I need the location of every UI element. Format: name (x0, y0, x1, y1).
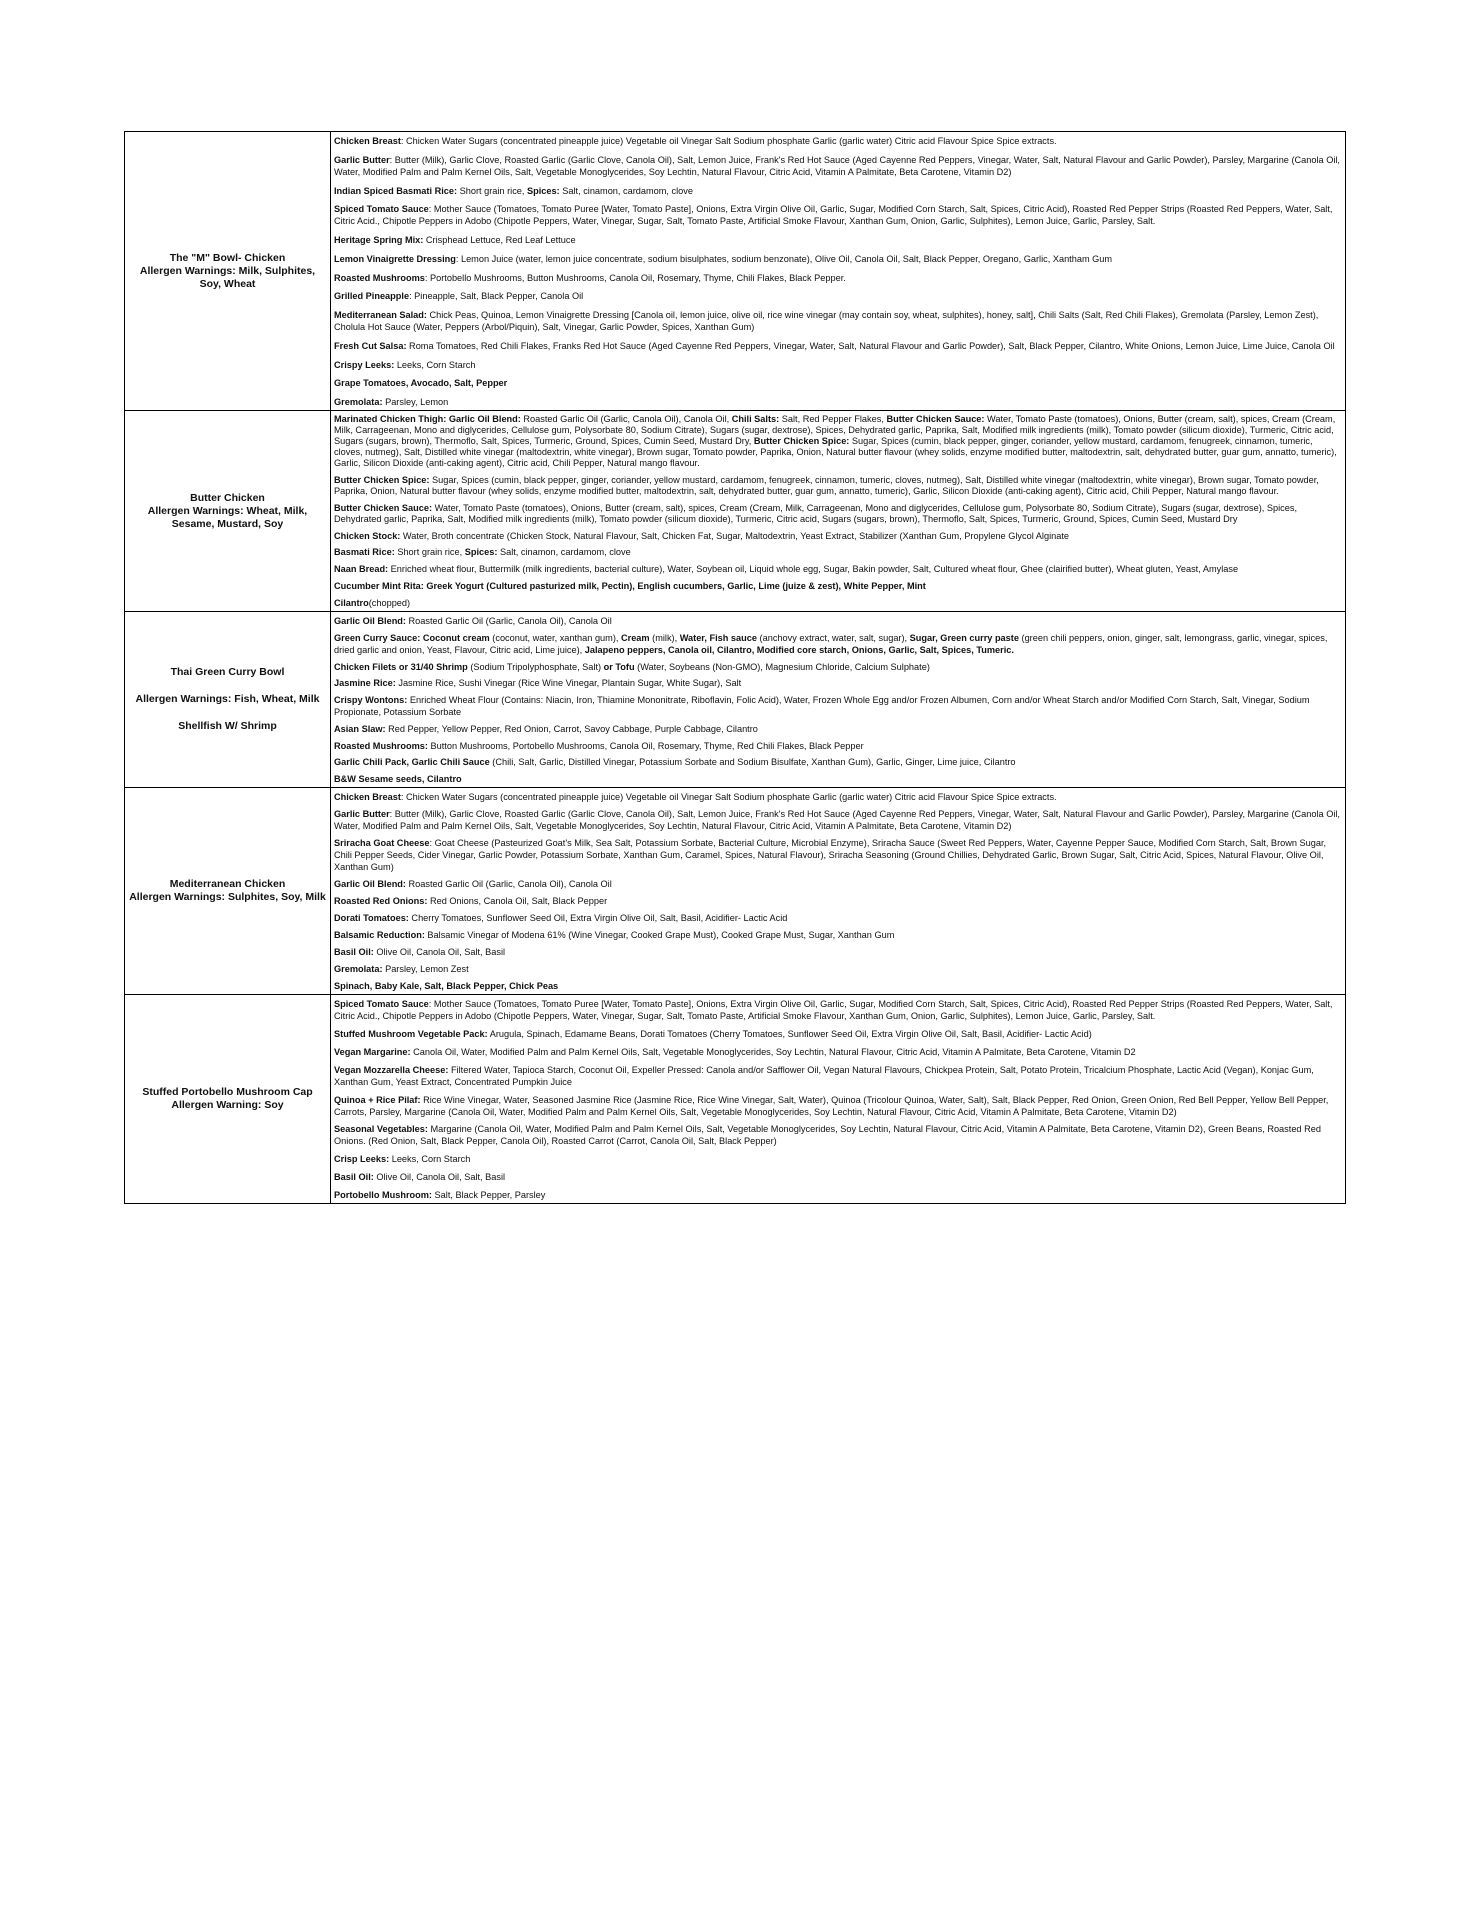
ingredient-label: Chicken Filets or 31/40 Shrimp (334, 661, 468, 672)
ingredient-label: Garlic Oil Blend: (334, 616, 406, 626)
ingredient-label: Vegan Mozzarella Cheese: (334, 1064, 449, 1075)
menu-item-name-cell (125, 132, 331, 410)
ingredients-cell (331, 132, 1345, 410)
ingredient-text: : Chicken Water Sugars (concentrated pineapple juice) Vegetable oil Vinegar Salt Sodium phosphate Garlic (garlic water) Citric acid Flavour Spice Spice extracts. (400, 792, 1057, 802)
menu-item-title: Thai Green Curry Bowl (170, 666, 285, 678)
ingredient-line (334, 808, 1342, 832)
ingredient-line (334, 878, 1342, 890)
ingredient-line (334, 912, 1342, 924)
ingredient-label: Jalapeno peppers, Canola oil, Cilantro, Modified core starch, Onions, Garlic, Salt, Spices, Tumeric. (584, 644, 1014, 655)
ingredient-line (334, 1123, 1342, 1147)
ingredient-line (334, 414, 1342, 469)
ingredient-line (334, 203, 1342, 227)
ingredient-text: : Mother Sauce (Tomatoes, Tomato Puree [Water, Tomato Paste], Onions, Extra Virgin Olive Oil, Garlic, Sugar, Modified Corn Starch, Salt, Spices, Citric Acid), Roasted Red Pepper Strips (Roasted Red Peppers, Water, Salt, Citric Acid., Chipotle Peppers in Adobo (Chipotle Peppers, Water, Vinegar, Sugar, Salt, Tomato Paste, Artificial Smoke Flavour, Xanthan Gum, Onion, Garlic, Sulphites), Lemon Juice, Garlic, Parsley, Salt. (334, 999, 1333, 1021)
ingredient-label: Basil Oil: (334, 1172, 374, 1183)
ingredient-text: (anchovy extract, water, salt, sugar), (756, 632, 910, 643)
ingredient-line (334, 632, 1342, 656)
ingredient-label: Garlic Butter (334, 809, 390, 819)
ingredient-line (334, 1189, 1342, 1201)
ingredient-label: Chicken Breast (334, 792, 401, 802)
ingredients-cell (331, 612, 1345, 787)
menu-item-row (125, 994, 1345, 1203)
ingredient-label: Crisp Leeks: (334, 1154, 390, 1165)
ingredient-text: : Mother Sauce (Tomatoes, Tomato Puree [Water, Tomato Paste], Onions, Extra Virgin Olive Oil, Garlic, Sugar, Modified Corn Starch, Salt, Spices, Citric Acid), Roasted Red Pepper Strips (Roasted Red Peppers, Water, Salt, Citric Acid., Chipotle Peppers in Adobo (Chipotle Peppers, Water, Vinegar, Sugar, Salt, Tomato Paste, Artificial Smoke Flavour, Xanthan Gum, Onion, Garlic, Sulphites), Lemon Juice, Garlic, Parsley, Salt. (334, 204, 1333, 227)
ingredient-line (334, 396, 1342, 408)
ingredient-label: Butter Chicken Spice: (753, 436, 850, 446)
ingredient-line (334, 677, 1342, 689)
ingredient-label: Vegan Margarine: (334, 1046, 411, 1057)
allergen-warning: Allergen Warnings: Wheat, Milk, Sesame, Mustard, Soy (147, 504, 308, 530)
ingredients-cell (331, 788, 1345, 994)
ingredient-label: Butter Chicken Spice: (334, 474, 430, 485)
ingredient-text: : Lemon Juice (water, lemon juice concentrate, sodium bisulphates, sodium benzonate), Olive Oil, Canola Oil, Salt, Black Pepper, Oregano, Garlic, Xantham Gum (455, 253, 1113, 264)
menu-item-title: Stuffed Portobello Mushroom Cap (142, 1086, 313, 1098)
ingredient-line (334, 1064, 1342, 1088)
ingredient-text: Rice Wine Vinegar, Water, Seasoned Jasmine Rice (Jasmine Rice, Rice Wine Vinegar, Salt, Water), Quinoa (Tricolour Quinoa, Water, Salt), Salt, Black Pepper, Red Onion, Green Onion, Red Bell Pepper, Yellow Bell Pepper, Carrots, Parsley, Margarine (Canola Oil, Water, Modified Palm and Palm Kernel Oils, Salt, Vegetable Monoglycerides, Soy Lechtin, Natural Flavour, Citric Acid, Vitamin A Palmitate, Beta Carotene, Vitamin D2) (334, 1094, 1329, 1117)
ingredient-text: Salt, Black Pepper, Parsley (432, 1190, 546, 1200)
ingredient-line (334, 309, 1342, 333)
ingredient-line (334, 1046, 1342, 1058)
ingredient-line (334, 837, 1342, 873)
ingredient-text: : Butter (Milk), Garlic Clove, Roasted Garlic (Garlic Clove, Canola Oil), Salt, Lemon Juice, Frank's Red Hot Sauce (Aged Cayenne Red Peppers, Vinegar, Water, Salt, Natural Flavour and Garlic Powder), Parsley, Margarine (Canola Oil, Water, Modified Palm and Palm Kernel Oils, Salt, Vegetable Monoglycerides, Soy Lechtin, Natural Flavour, Citric Acid, Vitamin A Palmitate, Beta Carotene, Vitamin D2) (334, 154, 1340, 177)
ingredient-line (334, 1153, 1342, 1165)
allergen-warning: Allergen Warning: Soy (171, 1099, 284, 1111)
ingredient-line (334, 154, 1342, 178)
ingredient-text: Cherry Tomatoes, Sunflower Seed Oil, Extra Virgin Olive Oil, Salt, Basil, Acidifier- Lactic Acid (408, 913, 788, 923)
ingredient-text: (milk), (649, 632, 680, 643)
ingredient-text: Water, Tomato Paste (tomatoes), Onions, Butter (cream, salt), spices, Cream (Cream, Milk, Carrageenan, Mono and diglycerides, Cellulose gum, Polysorbate 80, Sodium Citrate), Sugars (sugar, dextrose), Spices, Dehydrated garlic, Paprika, Salt, Modified milk ingredients (milk), Tomato powder (silicum dioxide), Turmeric, Citric acid, Sugars (sugars, brown), Thermoflo, Salt, Spices, Turmeric, Ground, Spices, Cumin Seed, Mustard Dry (334, 502, 1298, 524)
ingredient-text: (Chili, Salt, Garlic, Distilled Vinegar, Potassium Sorbate and Sodium Bisulfate, Xanthan Gum), Garlic, Ginger, Lime juice, Cilantro (489, 757, 1016, 768)
ingredient-label: Crispy Leeks: (334, 359, 395, 370)
ingredient-line (334, 723, 1342, 735)
ingredient-label: Roasted Mushrooms (334, 272, 425, 283)
ingredient-label: Spiced Tomato Sauce (334, 999, 429, 1009)
allergen-warning: Allergen Warnings: Sulphites, Soy, Milk (129, 891, 326, 903)
ingredient-line (334, 615, 1342, 627)
ingredient-line (334, 234, 1342, 246)
ingredient-line (334, 791, 1342, 803)
ingredient-label: Chili Salts: (731, 414, 780, 424)
ingredient-label: or Tofu (603, 661, 635, 672)
ingredient-text: Short grain rice, (457, 185, 528, 196)
ingredient-text: Water, Broth concentrate (Chicken Stock, Natural Flavour, Salt, Chicken Fat, Sugar, Maltodextrin, Yeast Extract, Stabilizer (Xanthan Gum, Propylene Glycol Alginate (400, 530, 1069, 541)
ingredient-label: Cucumber Mint Rita: Greek Yogurt (Cultured pasturized milk, Pectin), English cucumbers, Garlic, Lime (juize & zest), White Pepper, Mint (334, 581, 926, 592)
ingredient-label: Sugar, Green curry paste (909, 632, 1019, 643)
ingredient-text: Salt, cinamon, cardamom, clove (559, 185, 693, 196)
ingredient-label: Roasted Red Onions: (334, 896, 428, 906)
ingredient-line (334, 581, 1342, 592)
ingredient-label: Cream (620, 632, 650, 643)
ingredient-line (334, 359, 1342, 371)
ingredient-label: Chicken Breast (334, 136, 401, 146)
ingredient-line (334, 963, 1342, 975)
ingredient-text: Sugar, Spices (cumin, black pepper, ginger, coriander, yellow mustard, cardamom, fenugreek, cinnamon, tumeric, cloves, nutmeg), Salt, Distilled white vinegar (maltodextrin, white vinegar), Brown sugar, Tomato powder, Paprika, Onion, Natural butter flavour (whey solids, enzyme modified butter, maltodextrin, salt, dehydrated butter, guar gum, annatto, tumeric), Garlic, Silicon Dioxide (anti-caking agent), Citric acid, Chili Pepper, Natural mango flavour. (334, 436, 1337, 468)
ingredient-label: Mediterranean Salad: (334, 310, 427, 320)
ingredient-text: Roasted Garlic Oil (Garlic, Canola Oil), Canola Oil, (520, 414, 732, 424)
ingredient-text: Red Pepper, Yellow Pepper, Red Onion, Carrot, Savoy Cabbage, Purple Cabbage, Cilantro (385, 723, 758, 734)
ingredient-text: Balsamic Vinegar of Modena 61% (Wine Vinegar, Cooked Grape Must), Cooked Grape Must, Sugar, Xanthan Gum (424, 930, 895, 940)
ingredient-line (334, 253, 1342, 265)
ingredient-text: : Butter (Milk), Garlic Clove, Roasted Garlic (Garlic Clove, Canola Oil), Salt, Lemon Juice, Frank's Red Hot Sauce (Aged Cayenne Red Peppers, Vinegar, Water, Salt, Natural Flavour and Garlic Powder), Parsley, Margarine (Canola Oil, Water, Modified Palm and Palm Kernel Oils, Salt, Vegetable Monoglycerides, Soy Lechtin, Natural Flavour, Citric Acid, Vitamin A Palmitate, Beta Carotene, Vitamin D2) (334, 809, 1340, 831)
ingredient-text: Sugar, Spices (cumin, black pepper, ginger, coriander, yellow mustard, cardamom, fenugreek, cinnamon, tumeric, cloves, nutmeg), Salt, Distilled white vinegar (maltodextrin, white vinegar), Brown sugar, Tomato powder, Paprika, Onion, Natural butter flavour (whey solids, enzyme modified butter, maltodextrin, salt, dehydrated butter, guar gum, annatto, tumeric), Garlic, Silicon Dioxide (anti-caking agent), Citric acid, Chili Pepper, Natural mango flavour. (334, 474, 1319, 496)
ingredient-text: (chopped) (368, 597, 411, 608)
ingredient-line (334, 895, 1342, 907)
ingredient-text: Salt, cinamon, cardamom, clove (497, 547, 631, 558)
ingredient-text: (Sodium Tripolyphosphate, Salt) (467, 661, 604, 672)
ingredient-label: Seasonal Vegetables: (334, 1124, 428, 1135)
ingredient-label: Fresh Cut Salsa: (334, 340, 407, 351)
ingredient-line (334, 661, 1342, 673)
allergen-warning: Shellfish W/ Shrimp (178, 720, 277, 732)
ingredients-cell (331, 995, 1345, 1203)
ingredient-label: Basmati Rice: (334, 547, 395, 558)
ingredient-label: Garlic Oil Blend: (334, 879, 406, 889)
ingredient-text: Enriched wheat flour, Buttermilk (milk ingredients, bacterial culture), Water, Soybean oil, Liquid whole egg, Sugar, Bakin powder, Salt, Cultured wheat flour, Ghee (clairified butter), Wheat gluten, Yeast, Amylase (388, 564, 1239, 575)
allergen-table (124, 131, 1346, 1204)
ingredient-label: Spiced Tomato Sauce (334, 204, 429, 215)
ingredient-label: Green Curry Sauce: Coconut cream (334, 632, 490, 643)
menu-item-name-cell (125, 411, 331, 611)
ingredient-text: Button Mushrooms, Portobello Mushrooms, Canola Oil, Rosemary, Thyme, Red Chili Flakes, Black Pepper (427, 740, 864, 751)
menu-item-row (125, 410, 1345, 611)
ingredient-text: Red Onions, Canola Oil, Salt, Black Pepper (427, 896, 608, 906)
ingredient-line (334, 475, 1342, 497)
ingredient-line (334, 290, 1342, 302)
ingredient-text: Leeks, Corn Starch (389, 1154, 471, 1165)
ingredient-label: Quinoa + Rice Pilaf: (334, 1094, 421, 1105)
ingredient-text: (green chili peppers, onion, ginger, salt, lemongrass, garlic, vinegar, spices, dried garlic and onion, Yeast, Flavour, Citric acid, Lime juice), (334, 632, 1328, 655)
menu-item-name-cell (125, 612, 331, 787)
allergen-warning: Allergen Warnings: Fish, Wheat, Milk (135, 693, 320, 705)
ingredient-label: Grilled Pineapple (334, 291, 410, 302)
ingredient-line (334, 340, 1342, 352)
ingredient-text: Arugula, Spinach, Edamame Beans, Dorati Tomatoes (Cherry Tomatoes, Sunflower Seed Oil, Extra Virgin Olive Oil, Salt, Basil, Acidifier- Lactic Acid) (487, 1028, 1092, 1039)
ingredient-label: Sriracha Goat Cheese (334, 838, 430, 848)
ingredient-label: Cilantro (334, 597, 369, 608)
ingredient-line (334, 998, 1342, 1022)
ingredient-text: (coconut, water, xanthan gum), (489, 632, 621, 643)
ingredient-label: Chicken Stock: (334, 530, 401, 541)
ingredient-text: Salt, Red Pepper Flakes, (779, 414, 887, 424)
ingredient-text: Parsley, Lemon Zest (382, 964, 469, 974)
ingredient-line (334, 946, 1342, 958)
ingredient-text: Chick Peas, Quinoa, Lemon Vinaigrette Dressing [Canola oil, lemon juice, olive oil, rice wine vinegar (may contain soy, wheat, sulphites), honey, salt], Chili Salts (Salt, Red Chili Flakes), Gremolata (Parsley, Lemon Zest), Cholula Hot Sauce (Water, Peppers (Arbol/Piquin), Salt, Vinegar, Garlic Powder, Spices, Xanthan Gum) (334, 310, 1319, 332)
ingredient-text: Crisphead Lettuce, Red Leaf Lettuce (423, 235, 576, 245)
ingredient-text: Olive Oil, Canola Oil, Salt, Basil (373, 1172, 506, 1183)
ingredient-label: Gremolata: (334, 397, 383, 407)
ingredient-label: Indian Spiced Basmati Rice: (334, 185, 458, 196)
ingredient-label: Gremolata: (334, 964, 383, 974)
ingredients-cell (331, 411, 1345, 611)
ingredient-line (334, 547, 1342, 558)
ingredient-label: Water, Fish sauce (679, 632, 757, 643)
ingredient-line (334, 135, 1342, 147)
ingredient-text: Leeks, Corn Starch (394, 359, 476, 370)
menu-item-title: Butter Chicken (190, 491, 265, 504)
ingredient-line (334, 756, 1342, 768)
ingredient-line (334, 272, 1342, 284)
ingredient-line (334, 980, 1342, 992)
ingredient-text: Margarine (Canola Oil, Water, Modified Palm and Palm Kernel Oils, Salt, Vegetable Monoglycerides, Soy Lechtin, Natural Flavour, Citric Acid, Vitamin A Palmitate, Beta Carotene, Vitamin D2), Green Beans, Roasted Red Onions. (Red Onion, Salt, Black Pepper, Canola Oil), Roasted Carrot (Carrot, Canola Oil, Salt, Black Pepper) (334, 1124, 1321, 1147)
ingredient-text: : Goat Cheese (Pasteurized Goat's Milk, Sea Salt, Potassium Sorbate, Bacterial Culture, Microbial Enzyme), Sriracha Sauce (Sweet Red Peppers, Water, Cayenne Pepper Sauce, Modified Corn Starch, Salt, Brown Sugar, Chili Pepper Seeds, Cider Vinegar, Garlic Powder, Potassium Sorbate, Xanthan Gum, Caramel, Spices, Natural Flavour), Sriracha Seasoning (Ground Chillies, Dehydrated Garlic, Brown Sugar, Salt, Citric Acid, Spices, Natural Flavour, Olive Oil, Xanthan Gum) (334, 838, 1327, 872)
menu-item-row (125, 132, 1345, 410)
ingredient-line (334, 598, 1342, 609)
ingredient-line (334, 740, 1342, 752)
ingredient-line (334, 929, 1342, 941)
ingredient-label: Balsamic Reduction: (334, 930, 425, 940)
ingredient-label: Crispy Wontons: (334, 695, 408, 705)
ingredient-line (334, 185, 1342, 197)
ingredient-line (334, 564, 1342, 575)
ingredient-label: Butter Chicken Sauce: (886, 414, 985, 424)
menu-item-title: Mediterranean Chicken (169, 878, 286, 890)
ingredient-label: Roasted Mushrooms: (334, 740, 428, 751)
ingredient-text: Short grain rice, (394, 547, 465, 558)
ingredient-label: Portobello Mushroom: (334, 1190, 432, 1200)
ingredient-text: Canola Oil, Water, Modified Palm and Palm Kernel Oils, Salt, Vegetable Monoglycerides, Soy Lechtin, Natural Flavour, Citric Acid, Vitamin A Palmitate, Beta Carotene, Vitamin D2 (410, 1046, 1136, 1057)
menu-item-name-cell (125, 788, 331, 994)
ingredient-label: Basil Oil: (334, 947, 374, 957)
ingredient-text: Roasted Garlic Oil (Garlic, Canola Oil), Canola Oil (405, 616, 612, 626)
ingredient-line (334, 694, 1342, 718)
ingredient-label: Garlic Butter (334, 154, 390, 165)
ingredient-line (334, 1094, 1342, 1118)
ingredient-line (334, 1028, 1342, 1040)
ingredient-text: Water, Tomato Paste (tomatoes), Onions, Butter (cream, salt), spices, Cream (Cream, Milk, Carrageenan, Mono and diglycerides, Cellulose gum, Polysorbate 80, Sodium Citrate), Sugars (sugar, dextrose), Spices, Dehydrated garlic, Paprika, Salt, Modified milk ingredients (milk), Tomato powder (silicum dioxide), Turmeric, Citric acid, Sugars (sugars, brown), Thermoflo, Salt, Spices, Turmeric, Ground, Spices, Cumin Seed, Mustard Dry, (334, 414, 1336, 446)
ingredient-text: Jasmine Rice, Sushi Vinegar (Rice Wine Vinegar, Plantain Sugar, White Sugar), Salt (395, 678, 742, 689)
ingredient-text: Filtered Water, Tapioca Starch, Coconut Oil, Expeller Pressed: Canola and/or Safflower Oil, Vegan Natural Flavours, Chickpea Protein, Salt, Potato Protein, Tricalcium Phosphate, Lactic Acid (Vegan), Konjac Gum, Xanthan Gum, Yeast Extract, Concentrated Pumpkin Juice (334, 1064, 1314, 1087)
ingredient-label: Garlic Chili Pack, Garlic Chili Sauce (334, 757, 490, 768)
ingredient-line (334, 531, 1342, 542)
ingredient-line (334, 503, 1342, 525)
ingredient-text: Roasted Garlic Oil (Garlic, Canola Oil), Canola Oil (405, 879, 612, 889)
ingredient-text: (Water, Soybeans (Non-GMO), Magnesium Chloride, Calcium Sulphate) (634, 661, 930, 672)
menu-item-row (125, 611, 1345, 787)
ingredient-text: Roma Tomatoes, Red Chili Flakes, Franks Red Hot Sauce (Aged Cayenne Red Peppers, Vinegar, Water, Salt, Natural Flavour and Garlic Powder), Salt, Black Pepper, Cilantro, White Onions, Lemon Juice, Lime Juice, Canola Oil (406, 340, 1335, 351)
ingredient-label: Asian Slaw: (334, 723, 386, 734)
ingredient-label: Butter Chicken Sauce: (334, 502, 433, 513)
ingredient-label: Heritage Spring Mix: (334, 235, 424, 245)
ingredient-text: : Pineapple, Salt, Black Pepper, Canola Oil (409, 291, 584, 302)
ingredient-label: Marinated Chicken Thigh: Garlic Oil Blend: (334, 414, 521, 424)
ingredient-text: Parsley, Lemon (382, 397, 449, 407)
ingredient-label: Stuffed Mushroom Vegetable Pack: (334, 1028, 488, 1039)
ingredient-label: Dorati Tomatoes: (334, 913, 409, 923)
ingredient-line (334, 773, 1342, 785)
ingredient-label: Naan Bread: (334, 564, 389, 575)
ingredient-label: Spices: (464, 547, 498, 558)
ingredient-line (334, 377, 1342, 389)
allergen-warning: Allergen Warnings: Milk, Sulphites, Soy, Wheat (139, 264, 316, 290)
menu-item-title: The "M" Bowl- Chicken (169, 251, 286, 264)
ingredient-text: Olive Oil, Canola Oil, Salt, Basil (373, 947, 506, 957)
ingredient-line (334, 1171, 1342, 1183)
ingredient-text: : Chicken Water Sugars (concentrated pineapple juice) Vegetable oil Vinegar Salt Sodium phosphate Garlic (garlic water) Citric acid Flavour Spice Spice extracts. (400, 136, 1057, 146)
ingredient-label: Spices: (527, 185, 560, 196)
ingredient-label: B&W Sesame seeds, Cilantro (334, 774, 462, 784)
ingredient-text: Enriched Wheat Flour (Contains: Niacin, Iron, Thiamine Mononitrate, Riboflavin, Folic Acid), Water, Frozen Whole Egg and/or Frozen Albumen, Corn and/or Wheat Starch and/or Modified Corn Starch, Salt, Vinegar, Sodium Propionate, Potassium Sorbate (334, 695, 1310, 717)
ingredient-text: : Portobello Mushrooms, Button Mushrooms, Canola Oil, Rosemary, Thyme, Chili Flakes, Black Pepper. (424, 272, 846, 283)
ingredient-label: Spinach, Baby Kale, Salt, Black Pepper, Chick Peas (334, 981, 559, 991)
ingredient-label: Jasmine Rice: (334, 678, 396, 689)
menu-item-row (125, 787, 1345, 994)
ingredient-label: Grape Tomatoes, Avocado, Salt, Pepper (334, 378, 508, 389)
menu-item-name-cell (125, 995, 331, 1203)
ingredient-label: Lemon Vinaigrette Dressing (334, 253, 456, 264)
